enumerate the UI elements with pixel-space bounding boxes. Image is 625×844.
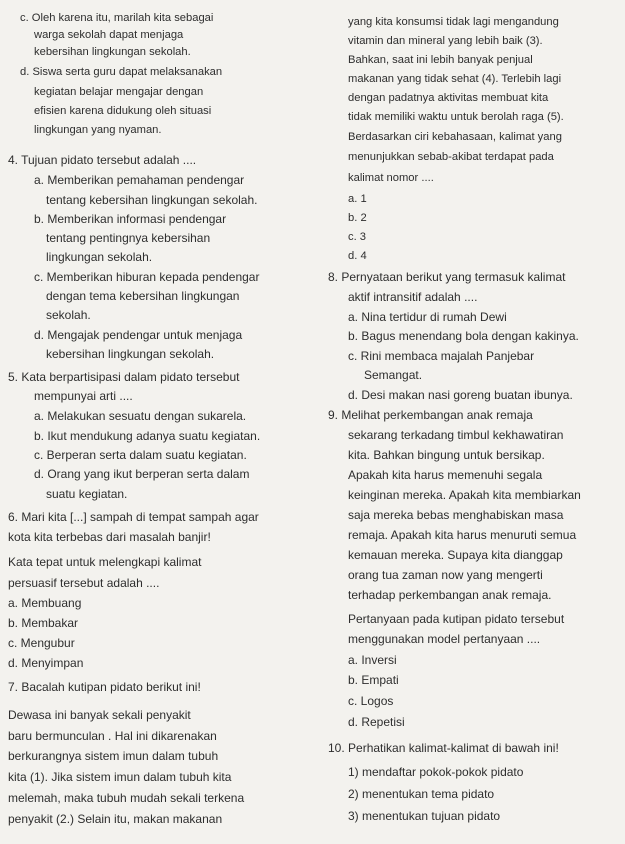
q5-option-d-line2: suatu kegiatan.: [46, 487, 128, 501]
q9-passage-line6: saja mereka bebas menghabiskan masa: [348, 508, 564, 522]
q7-passage-line4: kita (1). Jika sistem imun dalam tubuh kita: [8, 770, 232, 784]
q3-option-d-line3: efisien karena didukung oleh situasi: [34, 105, 212, 117]
q9-passage-line7: remaja. Apakah kita harus menuruti semua: [348, 528, 577, 542]
q3-option-c-line3: kebersihan lingkungan sekolah.: [34, 46, 191, 58]
q7-option-a: a. 1: [348, 193, 367, 205]
q7-passage-line2: baru bermunculan . Hal ini dikarenakan: [8, 729, 217, 743]
q8-option-a: a. Nina tertidur di rumah Dewi: [348, 310, 507, 324]
q7-question-line1: Berdasarkan ciri kebahasaan, kalimat yang: [348, 131, 562, 143]
q9-passage-line3: kita. Bahkan bingung untuk bersikap.: [348, 448, 545, 462]
q3-option-c-line1: c. Oleh karena itu, marilah kita sebagai: [20, 12, 214, 24]
q8-stem-line2: aktif intransitif adalah ....: [348, 290, 478, 304]
q10-item-1: 1) mendaftar pokok-pokok pidato: [348, 765, 524, 779]
q4-option-b-line1: b. Memberikan informasi pendengar: [34, 212, 227, 226]
q5-stem-line1: 5. Kata berpartisipasi dalam pidato tersebut: [8, 370, 240, 384]
passage-cont-line3: Bahkan, saat ini lebih banyak penjual: [348, 54, 533, 66]
q6-stem-line2: kota kita terbebas dari masalah banjir!: [8, 530, 211, 544]
q5-option-b: b. Ikut mendukung adanya suatu kegiatan.: [34, 429, 261, 443]
q8-stem-line1: 8. Pernyataan berikut yang termasuk kalimat: [328, 270, 566, 284]
q4-option-b-line3: lingkungan sekolah.: [46, 250, 153, 264]
q7-question-line2: menunjukkan sebab-akibat terdapat pada: [348, 151, 554, 163]
q6-option-b: b. Membakar: [8, 616, 79, 630]
q6-option-a: a. Membuang: [8, 596, 82, 610]
passage-cont-line4: makanan yang tidak sehat (4). Terlebih lagi: [348, 73, 562, 85]
q9-passage-line9: orang tua zaman now yang mengerti: [348, 568, 543, 582]
q7-option-c: c. 3: [348, 231, 367, 243]
q4-option-a-line2: tentang kebersihan lingkungan sekolah.: [46, 193, 258, 207]
q5-option-a: a. Melakukan sesuatu dengan sukarela.: [34, 409, 247, 423]
q9-option-d: d. Repetisi: [348, 715, 405, 729]
q7-passage-line5: melemah, maka tubuh mudah sekali terkena: [8, 791, 245, 805]
q4-option-c-line3: sekolah.: [46, 308, 91, 322]
q5-option-d-line1: d. Orang yang ikut berperan serta dalam: [34, 467, 250, 481]
q4-option-c-line2: dengan tema kebersihan lingkungan: [46, 289, 240, 303]
q5-option-c: c. Berperan serta dalam suatu kegiatan.: [34, 448, 247, 462]
q8-option-d: d. Desi makan nasi goreng buatan ibunya.: [348, 388, 573, 402]
passage-cont-line2: vitamin dan mineral yang lebih baik (3).: [348, 35, 543, 47]
q7-question-line3: kalimat nomor ....: [348, 172, 434, 184]
q7-passage-line3: berkurangnya sistem imun dalam tubuh: [8, 749, 219, 763]
q9-stem-line2: menggunakan model pertanyaan ....: [348, 632, 541, 646]
q4-option-d-line1: d. Mengajak pendengar untuk menjaga: [34, 328, 243, 342]
q4-option-d-line2: kebersihan lingkungan sekolah.: [46, 347, 215, 361]
q4-option-b-line2: tentang pentingnya kebersihan: [46, 231, 211, 245]
q7-passage-line6: penyakit (2.) Selain itu, makan makanan: [8, 812, 223, 826]
q10-item-3: 3) menentukan tujuan pidato: [348, 809, 501, 823]
q8-option-c-line1: c. Rini membaca majalah Panjebar: [348, 349, 535, 363]
q9-passage-line4: Apakah kita harus memenuhi segala: [348, 468, 543, 482]
q7-option-b: b. 2: [348, 212, 367, 224]
q9-passage-line1: 9. Melihat perkembangan anak remaja: [328, 408, 533, 422]
q3-option-c-line2: warga sekolah dapat menjaga: [34, 29, 184, 41]
q5-stem-line2: mempunyai arti ....: [34, 389, 133, 403]
q10-item-2: 2) menentukan tema pidato: [348, 787, 495, 801]
passage-cont-line6: tidak memiliki waktu untuk berolah raga (5).: [348, 111, 564, 123]
q9-passage-line2: sekarang terkadang timbul kekhawatiran: [348, 428, 564, 442]
q7-stem: 7. Bacalah kutipan pidato berikut ini!: [8, 680, 201, 694]
q7-option-d: d. 4: [348, 250, 367, 262]
q6-stem-line4: persuasif tersebut adalah ....: [8, 576, 160, 590]
q7-passage-line1: Dewasa ini banyak sekali penyakit: [8, 708, 191, 722]
q3-option-d-line1: d. Siswa serta guru dapat melaksanakan: [20, 66, 223, 78]
q4-option-c-line1: c. Memberikan hiburan kepada pendengar: [34, 270, 260, 284]
q8-option-c-line2: Semangat.: [364, 368, 423, 382]
q6-stem-line3: Kata tepat untuk melengkapi kalimat: [8, 555, 202, 569]
q9-passage-line8: kemauan mereka. Supaya kita dianggap: [348, 548, 563, 562]
q9-option-b: b. Empati: [348, 673, 399, 687]
q9-passage-line5: keinginan mereka. Apakah kita membiarkan: [348, 488, 581, 502]
q8-option-b: b. Bagus menendang bola dengan kakinya.: [348, 329, 579, 343]
q9-stem-line1: Pertanyaan pada kutipan pidato tersebut: [348, 612, 565, 626]
q4-stem: 4. Tujuan pidato tersebut adalah ....: [8, 153, 197, 167]
q6-stem-line1: 6. Mari kita [...] sampah di tempat sampah agar: [8, 510, 259, 524]
passage-cont-line1: yang kita konsumsi tidak lagi mengandung: [348, 16, 559, 28]
passage-cont-line5: dengan padatnya aktivitas membuat kita: [348, 92, 549, 104]
q3-option-d-line4: lingkungan yang nyaman.: [34, 124, 162, 136]
q10-stem: 10. Perhatikan kalimat-kalimat di bawah ini!: [328, 741, 559, 755]
q3-option-d-line2: kegiatan belajar mengajar dengan: [34, 86, 204, 98]
q6-option-c: c. Mengubur: [8, 636, 75, 650]
q9-option-a: a. Inversi: [348, 653, 397, 667]
q6-option-d: d. Menyimpan: [8, 656, 84, 670]
q4-option-a-line1: a. Memberikan pemahaman pendengar: [34, 173, 245, 187]
q9-option-c: c. Logos: [348, 694, 394, 708]
q9-passage-line10: terhadap perkembangan anak remaja.: [348, 588, 552, 602]
